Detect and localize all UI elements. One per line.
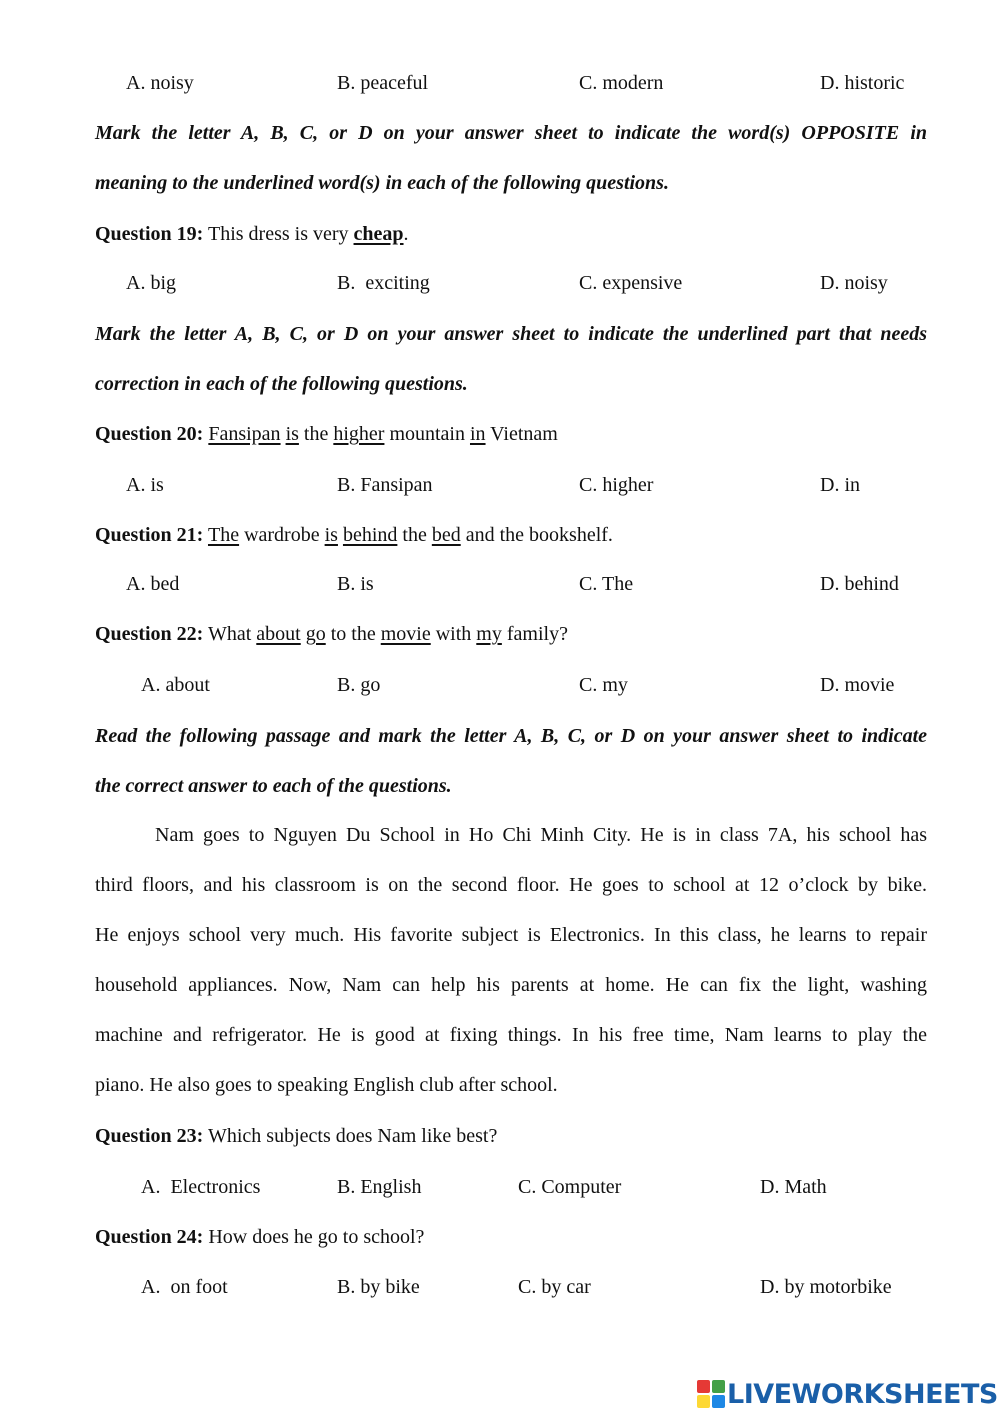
underlined-part: bed — [431, 524, 461, 546]
question-21: Question 21: The wardrobe is behind the bed and the bookshelf. — [95, 524, 613, 546]
underlined-part: is — [285, 423, 299, 445]
underlined-part: about — [256, 623, 301, 645]
q23-option-d[interactable]: D. Math — [760, 1176, 827, 1198]
underlined-part: my — [476, 623, 502, 645]
question-label: Questio — [95, 1226, 161, 1248]
q19-option-d[interactable]: D. noisy — [820, 272, 888, 294]
liveworksheets-logo-text: LIVEWORKSHEETS — [727, 1378, 998, 1410]
q24-option-c[interactable]: C. by car — [518, 1276, 591, 1298]
passage-line-6: piano. He also goes to speaking English club after school. — [95, 1074, 558, 1096]
underlined-part: go — [305, 623, 326, 645]
q24-option-b[interactable]: B. by bike — [337, 1276, 420, 1298]
instruction-correction-line-1: Mark the letter A, B, C, or D on your answer sheet to indicate the underlined part that needs — [95, 323, 927, 345]
logo-square — [712, 1395, 725, 1408]
underlined-part: is — [324, 524, 338, 546]
logo-square — [712, 1380, 725, 1393]
q22-option-b[interactable]: B. go — [337, 674, 381, 696]
question-label: Question 19: — [95, 223, 204, 245]
instruction-reading-line-1: Read the following passage and mark the letter A, B, C, or D on your answer sheet to indicate — [95, 725, 927, 747]
q20-option-a[interactable]: A. is — [126, 474, 164, 496]
q20-option-b[interactable]: B. Fansipan — [337, 474, 433, 496]
underlined-part: movie — [380, 623, 431, 645]
underlined-part: higher — [333, 423, 385, 445]
underlined-part: Fansipan — [208, 423, 281, 445]
q22-option-c[interactable]: C. my — [579, 674, 628, 696]
question-label: Question 21: — [95, 524, 204, 546]
q19-option-a[interactable]: A. big — [126, 272, 176, 294]
q23-option-a[interactable]: A. Electronics — [141, 1176, 261, 1198]
logo-square — [697, 1395, 710, 1408]
q21-option-c[interactable]: C. The — [579, 573, 634, 595]
question-label: Question 23: — [95, 1125, 204, 1147]
q18-option-a[interactable]: A. noisy — [126, 72, 194, 94]
q19-option-b[interactable]: B. exciting — [337, 272, 430, 294]
q21-option-d[interactable]: D. behind — [820, 573, 899, 595]
q18-option-d[interactable]: D. historic — [820, 72, 905, 94]
q24-option-d[interactable]: D. by motorbike — [760, 1276, 892, 1298]
question-label: Question 22: — [95, 623, 204, 645]
question-22: Question 22: What about go to the movie with my family? — [95, 623, 568, 645]
question-23: Question 23: Which subjects does Nam like best? — [95, 1125, 498, 1147]
question-24: Question 24: How does he go to school? — [95, 1226, 425, 1248]
question-label: Question 20: — [95, 423, 204, 445]
q21-option-b[interactable]: B. is — [337, 573, 374, 595]
q19-option-c[interactable]: C. expensive — [579, 272, 683, 294]
passage-line-1: Nam goes to Nguyen Du School in Ho Chi Minh City. He is in class 7A, his school has — [155, 824, 927, 846]
question-20: Question 20: Fansipan is the higher mountain in Vietnam — [95, 423, 558, 445]
underlined-word: cheap — [353, 223, 404, 245]
q24-option-a[interactable]: A. on foot — [141, 1276, 228, 1298]
q18-option-b[interactable]: B. peaceful — [337, 72, 429, 94]
liveworksheets-logo[interactable] — [697, 1376, 998, 1412]
q20-option-c[interactable]: C. higher — [579, 474, 654, 496]
underlined-part: The — [207, 524, 240, 546]
underlined-part: behind — [342, 524, 398, 546]
q21-option-a[interactable]: A. bed — [126, 573, 180, 595]
liveworksheets-logo-icon — [697, 1380, 725, 1408]
instruction-opposite-line-2: meaning to the underlined word(s) in each of the following questions. — [95, 172, 669, 194]
logo-square — [697, 1380, 710, 1393]
q23-option-b[interactable]: B. English — [337, 1176, 422, 1198]
passage-line-3: He enjoys school very much. His favorite subject is Electronics. In this class, he learns to repair — [95, 924, 927, 946]
question-19: Question 19: This dress is very cheap. — [95, 223, 409, 245]
passage-line-5: machine and refrigerator. He is good at fixing things. In his free time, Nam learns to play the — [95, 1024, 927, 1046]
instruction-reading-line-2: the correct answer to each of the questions. — [95, 775, 452, 797]
instruction-correction-line-2: correction in each of the following questions. — [95, 373, 468, 395]
q22-option-d[interactable]: D. movie — [820, 674, 895, 696]
q20-option-d[interactable]: D. in — [820, 474, 860, 496]
underlined-part: in — [469, 423, 486, 445]
q18-option-c[interactable]: C. modern — [579, 72, 664, 94]
passage-line-2: third floors, and his classroom is on the second floor. He goes to school at 12 o’clock by bike. — [95, 874, 927, 896]
passage-line-4: household appliances. Now, Nam can help his parents at home. He can fix the light, washing — [95, 974, 927, 996]
q23-option-c[interactable]: C. Computer — [518, 1176, 622, 1198]
instruction-opposite-line-1: Mark the letter A, B, C, or D on your answer sheet to indicate the word(s) OPPOSITE in — [95, 122, 927, 144]
q22-option-a[interactable]: A. about — [141, 674, 210, 696]
